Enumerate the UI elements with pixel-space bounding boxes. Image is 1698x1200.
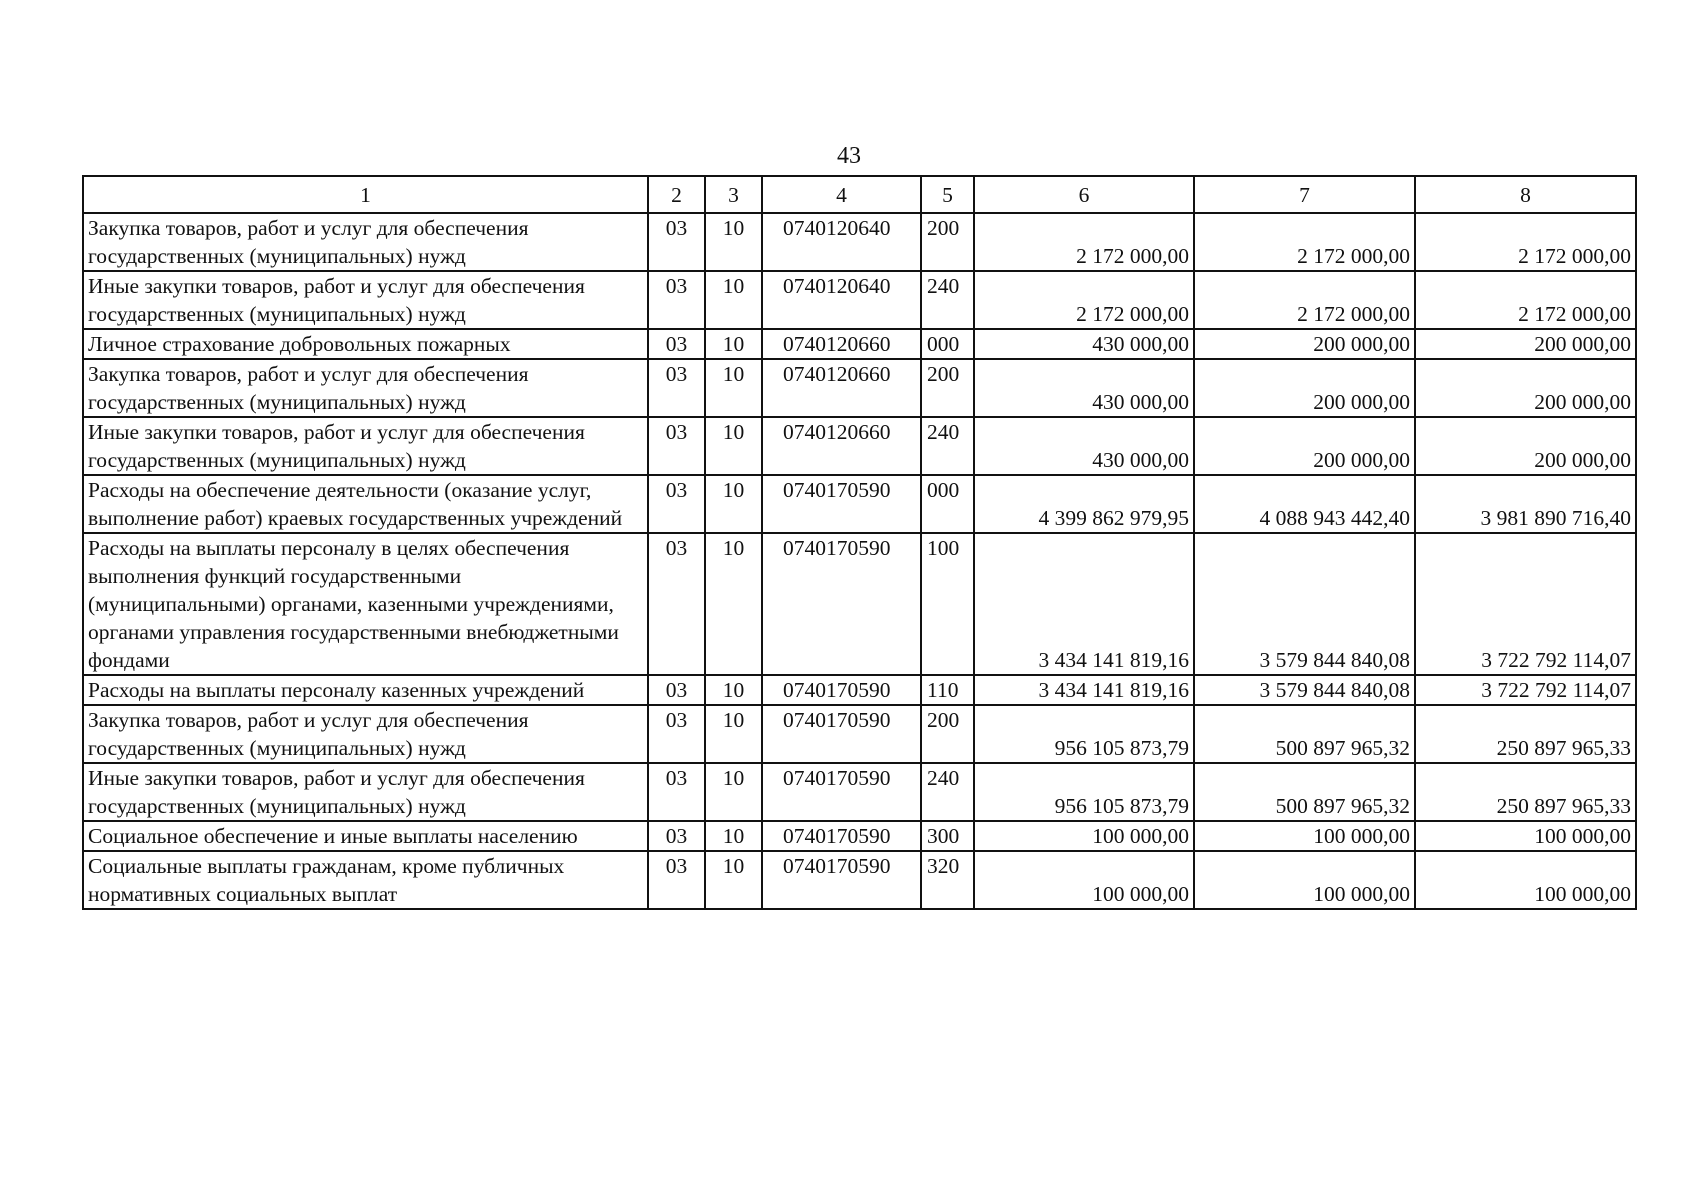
row-expense-type: 200 xyxy=(921,705,974,763)
row-section: 03 xyxy=(648,821,705,851)
row-subsection: 10 xyxy=(705,213,762,271)
row-expense-type: 320 xyxy=(921,851,974,909)
row-subsection: 10 xyxy=(705,675,762,705)
row-target-code: 0740120660 xyxy=(762,417,921,475)
row-name: Социальное обеспечение и иные выплаты населению xyxy=(83,821,648,851)
row-subsection: 10 xyxy=(705,417,762,475)
row-name: Иные закупки товаров, работ и услуг для обеспечения государственных (муниципальных) нужд xyxy=(83,417,648,475)
row-amount-6: 100 000,00 xyxy=(974,821,1194,851)
row-amount-6: 2 172 000,00 xyxy=(974,213,1194,271)
table-row xyxy=(83,533,1636,675)
row-target-code: 0740170590 xyxy=(762,675,921,705)
row-target-code: 0740170590 xyxy=(762,705,921,763)
row-name: Расходы на выплаты персоналу казенных учреждений xyxy=(83,675,648,705)
table-row xyxy=(83,851,1636,909)
row-target-code: 0740120640 xyxy=(762,271,921,329)
row-section: 03 xyxy=(648,705,705,763)
row-amount-8: 250 897 965,33 xyxy=(1415,705,1636,763)
row-amount-8: 3 981 890 716,40 xyxy=(1415,475,1636,533)
row-section: 03 xyxy=(648,533,705,675)
table-row xyxy=(83,675,1636,705)
budget-table xyxy=(82,175,1637,910)
row-expense-type: 200 xyxy=(921,359,974,417)
row-amount-8: 3 722 792 114,07 xyxy=(1415,675,1636,705)
row-name: Иные закупки товаров, работ и услуг для обеспечения государственных (муниципальных) нужд xyxy=(83,763,648,821)
row-amount-8: 2 172 000,00 xyxy=(1415,213,1636,271)
row-subsection: 10 xyxy=(705,851,762,909)
row-expense-type: 300 xyxy=(921,821,974,851)
row-amount-6: 4 399 862 979,95 xyxy=(974,475,1194,533)
row-expense-type: 240 xyxy=(921,417,974,475)
row-subsection: 10 xyxy=(705,821,762,851)
row-name: Иные закупки товаров, работ и услуг для обеспечения государственных (муниципальных) нужд xyxy=(83,271,648,329)
row-expense-type: 240 xyxy=(921,271,974,329)
row-expense-type: 240 xyxy=(921,763,974,821)
header-col-5: 5 xyxy=(921,176,974,213)
row-amount-7: 3 579 844 840,08 xyxy=(1194,533,1415,675)
row-amount-7: 200 000,00 xyxy=(1194,329,1415,359)
row-amount-8: 250 897 965,33 xyxy=(1415,763,1636,821)
row-section: 03 xyxy=(648,329,705,359)
row-section: 03 xyxy=(648,213,705,271)
row-amount-7: 100 000,00 xyxy=(1194,851,1415,909)
table-row xyxy=(83,359,1636,417)
header-col-2: 2 xyxy=(648,176,705,213)
row-amount-6: 956 105 873,79 xyxy=(974,763,1194,821)
row-expense-type: 200 xyxy=(921,213,974,271)
page-number: 43 xyxy=(837,143,861,169)
row-amount-7: 3 579 844 840,08 xyxy=(1194,675,1415,705)
row-expense-type: 110 xyxy=(921,675,974,705)
row-target-code: 0740120640 xyxy=(762,213,921,271)
header-col-8: 8 xyxy=(1415,176,1636,213)
row-subsection: 10 xyxy=(705,763,762,821)
row-subsection: 10 xyxy=(705,705,762,763)
row-expense-type: 000 xyxy=(921,329,974,359)
row-section: 03 xyxy=(648,763,705,821)
row-amount-6: 3 434 141 819,16 xyxy=(974,533,1194,675)
row-amount-7: 2 172 000,00 xyxy=(1194,213,1415,271)
row-amount-8: 100 000,00 xyxy=(1415,851,1636,909)
table-row xyxy=(83,475,1636,533)
row-section: 03 xyxy=(648,851,705,909)
row-target-code: 0740170590 xyxy=(762,763,921,821)
row-amount-7: 100 000,00 xyxy=(1194,821,1415,851)
row-subsection: 10 xyxy=(705,329,762,359)
row-name: Социальные выплаты гражданам, кроме публичных нормативных социальных выплат xyxy=(83,851,648,909)
table-row xyxy=(83,705,1636,763)
row-name: Расходы на выплаты персоналу в целях обеспечения выполнения функций государственными (муниципальными) органами, казенными учреждениями, органами управления государственными внебюджетными фондами xyxy=(83,533,648,675)
row-amount-8: 200 000,00 xyxy=(1415,359,1636,417)
row-target-code: 0740170590 xyxy=(762,533,921,675)
row-amount-7: 4 088 943 442,40 xyxy=(1194,475,1415,533)
row-target-code: 0740170590 xyxy=(762,821,921,851)
table-row xyxy=(83,763,1636,821)
row-target-code: 0740120660 xyxy=(762,359,921,417)
row-amount-6: 430 000,00 xyxy=(974,359,1194,417)
row-name: Расходы на обеспечение деятельности (оказание услуг, выполнение работ) краевых государственных учреждений xyxy=(83,475,648,533)
row-amount-8: 2 172 000,00 xyxy=(1415,271,1636,329)
row-target-code: 0740170590 xyxy=(762,475,921,533)
row-amount-7: 500 897 965,32 xyxy=(1194,763,1415,821)
row-section: 03 xyxy=(648,417,705,475)
table-row xyxy=(83,417,1636,475)
row-amount-6: 430 000,00 xyxy=(974,417,1194,475)
row-amount-7: 200 000,00 xyxy=(1194,359,1415,417)
header-col-6: 6 xyxy=(974,176,1194,213)
row-amount-8: 200 000,00 xyxy=(1415,417,1636,475)
row-amount-8: 200 000,00 xyxy=(1415,329,1636,359)
row-section: 03 xyxy=(648,359,705,417)
row-amount-6: 430 000,00 xyxy=(974,329,1194,359)
table-row xyxy=(83,329,1636,359)
row-amount-6: 2 172 000,00 xyxy=(974,271,1194,329)
header-col-4: 4 xyxy=(762,176,921,213)
row-subsection: 10 xyxy=(705,359,762,417)
table-row xyxy=(83,271,1636,329)
row-amount-7: 2 172 000,00 xyxy=(1194,271,1415,329)
row-expense-type: 000 xyxy=(921,475,974,533)
row-amount-8: 3 722 792 114,07 xyxy=(1415,533,1636,675)
table-row xyxy=(83,213,1636,271)
table-row xyxy=(83,821,1636,851)
row-name: Закупка товаров, работ и услуг для обеспечения государственных (муниципальных) нужд xyxy=(83,705,648,763)
row-name: Личное страхование добровольных пожарных xyxy=(83,329,648,359)
row-subsection: 10 xyxy=(705,475,762,533)
row-expense-type: 100 xyxy=(921,533,974,675)
row-section: 03 xyxy=(648,675,705,705)
row-subsection: 10 xyxy=(705,271,762,329)
row-amount-8: 100 000,00 xyxy=(1415,821,1636,851)
row-name: Закупка товаров, работ и услуг для обеспечения государственных (муниципальных) нужд xyxy=(83,213,648,271)
row-subsection: 10 xyxy=(705,533,762,675)
row-amount-7: 500 897 965,32 xyxy=(1194,705,1415,763)
row-amount-7: 200 000,00 xyxy=(1194,417,1415,475)
header-col-3: 3 xyxy=(705,176,762,213)
header-col-7: 7 xyxy=(1194,176,1415,213)
row-section: 03 xyxy=(648,271,705,329)
header-row xyxy=(83,176,1636,213)
row-section: 03 xyxy=(648,475,705,533)
row-target-code: 0740170590 xyxy=(762,851,921,909)
row-target-code: 0740120660 xyxy=(762,329,921,359)
row-name: Закупка товаров, работ и услуг для обеспечения государственных (муниципальных) нужд xyxy=(83,359,648,417)
row-amount-6: 956 105 873,79 xyxy=(974,705,1194,763)
row-amount-6: 3 434 141 819,16 xyxy=(974,675,1194,705)
header-col-1: 1 xyxy=(83,176,648,213)
row-amount-6: 100 000,00 xyxy=(974,851,1194,909)
